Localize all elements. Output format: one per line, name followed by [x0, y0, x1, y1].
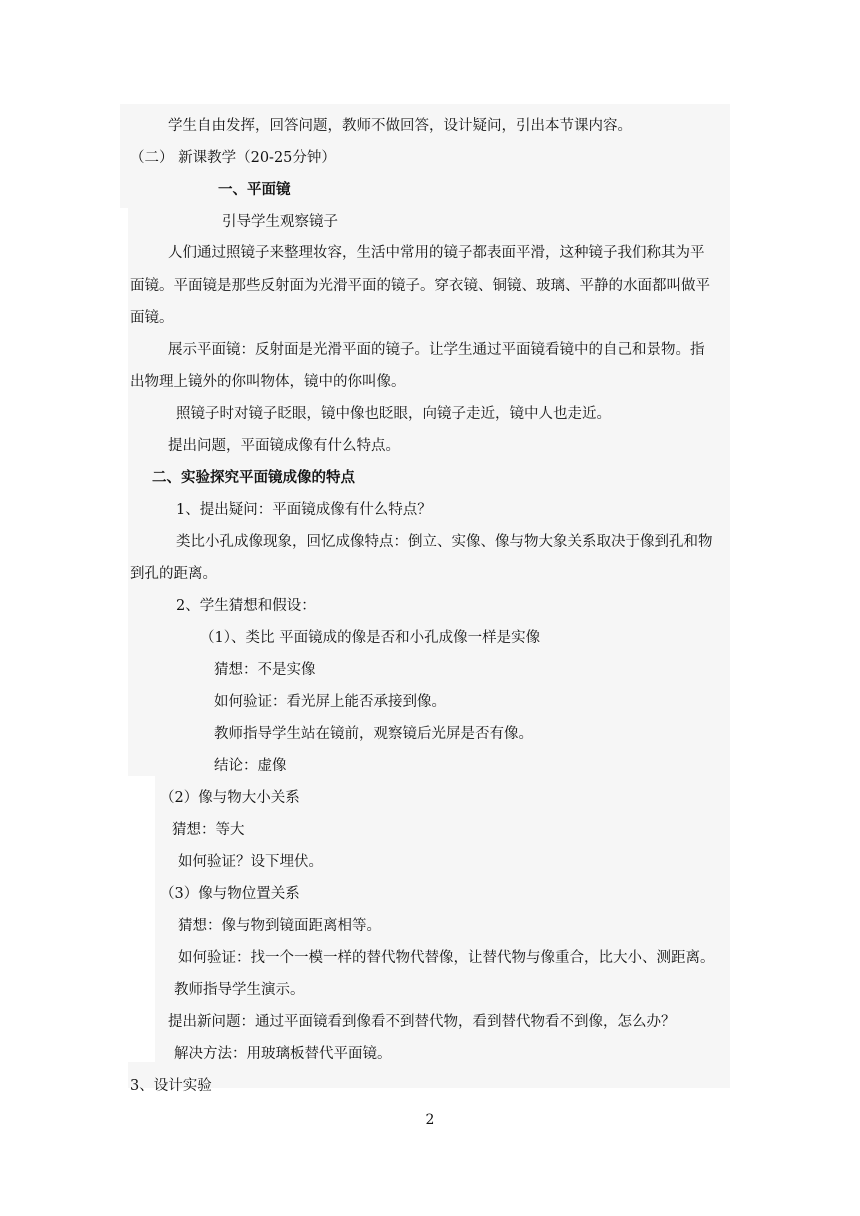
- paragraph-line: 猜想：等大: [172, 822, 245, 838]
- paragraph-line: 如何验证：看光屏上能否承接到像。: [214, 694, 446, 710]
- paragraph-line: 人们通过照镜子来整理妆容，生活中常用的镜子都表面平滑，这种镜子我们称其为平: [168, 245, 705, 261]
- paragraph-line: 如何验证？设下埋伏。: [178, 854, 323, 870]
- paragraph-line: 面镜。平面镜是那些反射面为光滑平面的镜子。穿衣镜、铜镜、玻璃、平静的水面都叫做平: [130, 278, 710, 294]
- paragraph-line: （1）、类比 平面镜成的像是否和小孔成像一样是实像: [200, 630, 541, 646]
- paragraph-line: 教师指导学生站在镜前，观察镜后光屏是否有像。: [214, 726, 533, 742]
- paragraph-line: 到孔的距离。: [130, 566, 217, 582]
- paragraph-line: 结论：虚像: [214, 758, 287, 774]
- highlight-band: [128, 1062, 730, 1088]
- paragraph-line: 1、提出疑问：平面镜成像有什么特点？: [176, 502, 432, 518]
- section-heading: （二） 新课教学（20-25分钟）: [130, 150, 336, 166]
- paragraph-line: （3）像与物位置关系: [160, 886, 300, 902]
- paragraph-line: 解决方法：用玻璃板替代平面镜。: [174, 1046, 392, 1062]
- paragraph-line: （2）像与物大小关系: [160, 790, 300, 806]
- paragraph-line: 如何验证：找一个一模一样的替代物代替像，让替代物与像重合，比大小、测距离。: [178, 950, 715, 966]
- paragraph-line: 学生自由发挥，回答问题，教师不做回答，设计疑问，引出本节课内容。: [168, 118, 632, 134]
- paragraph-line: 展示平面镜：反射面是光滑平面的镜子。让学生通过平面镜看镜中的自己和景物。指: [168, 342, 705, 358]
- paragraph-line: 提出问题，平面镜成像有什么特点。: [168, 438, 400, 454]
- paragraph-line: 引导学生观察镜子: [222, 214, 338, 230]
- subsection-heading: 一、平面镜: [218, 181, 291, 198]
- page-number: 2: [425, 1112, 435, 1128]
- paragraph-line: 猜想：不是实像: [214, 662, 316, 678]
- paragraph-line: 面镜。: [130, 310, 174, 326]
- paragraph-line: 提出新问题：通过平面镜看到像看不到替代物，看到替代物看不到像，怎么办？: [168, 1014, 676, 1030]
- paragraph-line: 出物理上镜外的你叫物体，镜中的你叫像。: [130, 374, 406, 390]
- subsection-heading: 二、实验探究平面镜成像的特点: [152, 469, 355, 486]
- paragraph-line: 猜想：像与物到镜面距离相等。: [178, 918, 381, 934]
- paragraph-line: 照镜子时对镜子眨眼，镜中像也眨眼，向镜子走近，镜中人也走近。: [176, 406, 611, 422]
- paragraph-line: 3、设计实验: [130, 1078, 212, 1094]
- paragraph-line: 类比小孔成像现象，回忆成像特点：倒立、实像、像与物大象关系取决于像到孔和物: [176, 534, 713, 550]
- paragraph-line: 2、学生猜想和假设：: [176, 598, 316, 614]
- paragraph-line: 教师指导学生演示。: [174, 982, 305, 998]
